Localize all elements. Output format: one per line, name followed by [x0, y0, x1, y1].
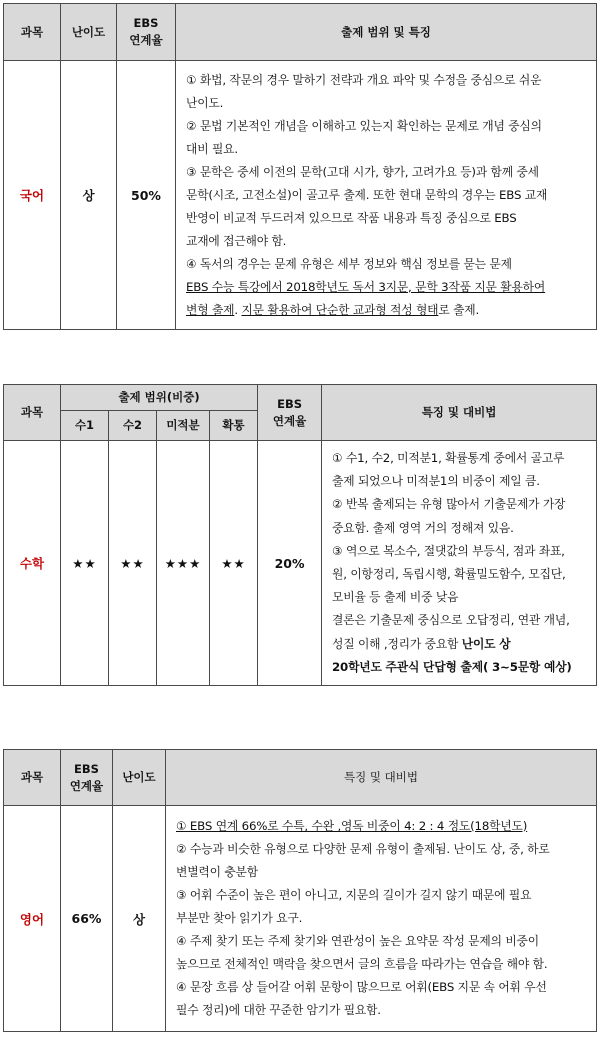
- header-math2: 수2: [109, 411, 157, 441]
- math2-stars: ★★: [109, 441, 157, 686]
- desc-line: 필수 정리)에 대한 꾸준한 암기가 필요함.: [176, 1003, 381, 1017]
- desc-line: 출제 되었으나 미적분1의 비중이 제일 큼.: [332, 474, 540, 489]
- desc-line: ④ 문장 흐름 상 들어갈 어휘 문항이 많으므로 어휘(EBS 지문 속 어휘 우선: [176, 980, 547, 994]
- desc-line: ① 화법, 작문의 경우 말하기 전략과 개요 파악 및 수정을 중심으로 쉬운: [186, 72, 542, 87]
- english-table: [3, 749, 597, 1032]
- math-ebs-rate: 20%: [258, 441, 322, 686]
- header-difficulty: 난이도: [113, 750, 166, 806]
- math-table: [3, 384, 597, 686]
- header-ebs-rate: EBS 연계율: [61, 750, 113, 806]
- desc-line: 높으므로 전체적인 맥락을 찾으면서 글의 흐름을 따라가는 연습을 해야 함.: [176, 957, 548, 971]
- english-description: [166, 806, 597, 1032]
- desc-line: EBS 수능 특강에서 2018학년도 독서 3지문, 문학 3작품 지문 활용하여: [186, 279, 546, 294]
- header-statistics: 확통: [210, 411, 258, 441]
- desc-line: 반영이 비교적 두드러져 있으므로 작품 내용과 특징 중심으로 EBS: [186, 210, 517, 225]
- desc-line: ① EBS 연계 66%로 수특, 수완 ,영독 비중이 4: 2 : 4 정도(18학년도): [176, 819, 528, 833]
- desc-line: 변형 출제. 지문 활용하여 단순한 교과형 적성 형태로 출제.: [186, 302, 480, 317]
- header-difficulty: 난이도: [61, 4, 117, 61]
- desc-line: ① 수1, 수2, 미적분1, 확률통계 중에서 골고루: [332, 451, 565, 465]
- desc-line: ③ 문학은 중세 이전의 문학(고대 시가, 향가, 고려가요 등)과 함께 중세: [186, 164, 539, 179]
- desc-line: 부분만 찾아 읽기가 요구.: [176, 911, 303, 925]
- desc-line: 20학년도 주관식 단답형 출제( 3~5문항 예상): [332, 659, 572, 674]
- calculus-stars: ★★★: [157, 441, 210, 686]
- header-calculus: 미적분: [157, 411, 210, 441]
- header-subject: 과목: [4, 750, 61, 806]
- desc-line: 결론은 기출문제 중심으로 오답정리, 연관 개념,: [332, 613, 570, 628]
- header-features: 특징 및 대비법: [322, 385, 597, 441]
- english-header-row: [4, 750, 597, 806]
- subject-math: 수학: [4, 441, 61, 686]
- math-description: [322, 441, 597, 686]
- statistics-stars: ★★: [210, 441, 258, 686]
- math-row: [4, 441, 597, 686]
- math-header-row: [4, 385, 597, 411]
- english-ebs-rate: 66%: [61, 806, 113, 1032]
- english-row: [4, 806, 597, 1032]
- desc-line: 교재에 접근해야 함.: [186, 233, 287, 248]
- header-ebs-rate: EBS 연계율: [117, 4, 176, 61]
- desc-line: 문학(시조, 고전소설)이 골고루 출제. 또한 현대 문학의 경우는 EBS 교재: [186, 187, 548, 202]
- desc-line: 모비율 등 출제 비중 낮음: [332, 590, 459, 605]
- header-scope: 출제 범위(비중): [61, 385, 258, 411]
- desc-line: 대비 필요.: [186, 141, 238, 156]
- desc-line: 변별력이 충분함: [176, 865, 258, 879]
- korean-table: [3, 3, 597, 330]
- header-scope: 출제 범위 및 특징: [176, 4, 597, 61]
- desc-line: 난이도.: [186, 95, 224, 110]
- header-features: 특징 및 대비법: [166, 750, 597, 806]
- desc-line: ② 반복 출제되는 유형 많아서 기출문제가 가장: [332, 497, 566, 512]
- english-difficulty: 상: [113, 806, 166, 1032]
- desc-line: ② 문법 기본적인 개념을 이해하고 있는지 확인하는 문제로 개념 중심의: [186, 118, 542, 133]
- korean-ebs-rate: 50%: [117, 61, 176, 330]
- korean-header-row: [4, 4, 597, 61]
- subject-english: 영어: [4, 806, 61, 1032]
- desc-line: ④ 주제 찾기 또는 주제 찾기와 연관성이 높은 요약문 작성 문제의 비중이: [176, 934, 539, 948]
- math1-stars: ★★: [61, 441, 109, 686]
- desc-line: ④ 독서의 경우는 문제 유형은 세부 정보와 핵심 정보를 묻는 문제: [186, 256, 512, 271]
- korean-row: [4, 61, 597, 330]
- header-subject: 과목: [4, 385, 61, 441]
- desc-line: ② 수능과 비슷한 유형으로 다양한 문제 유형이 출제됨. 난이도 상, 중, 하로: [176, 842, 550, 856]
- korean-description: [176, 61, 597, 330]
- desc-line: 중요함. 출제 영역 거의 정해져 있음.: [332, 520, 514, 535]
- desc-line: ③ 역으로 복소수, 절댓값의 부등식, 점과 좌표,: [332, 543, 565, 558]
- desc-line: 원, 이항정리, 독립시행, 확률밀도함수, 모집단,: [332, 567, 566, 582]
- desc-line: ③ 어휘 수준이 높은 편이 아니고, 지문의 길이가 길지 않기 때문에 필요: [176, 888, 532, 902]
- desc-line: 성질 이해 ,정리가 중요함 난이도 상: [332, 636, 511, 651]
- header-subject: 과목: [4, 4, 61, 61]
- header-ebs-rate: EBS 연계율: [258, 385, 322, 441]
- header-math1: 수1: [61, 411, 109, 441]
- korean-difficulty: 상: [61, 61, 117, 330]
- subject-korean: 국어: [4, 61, 61, 330]
